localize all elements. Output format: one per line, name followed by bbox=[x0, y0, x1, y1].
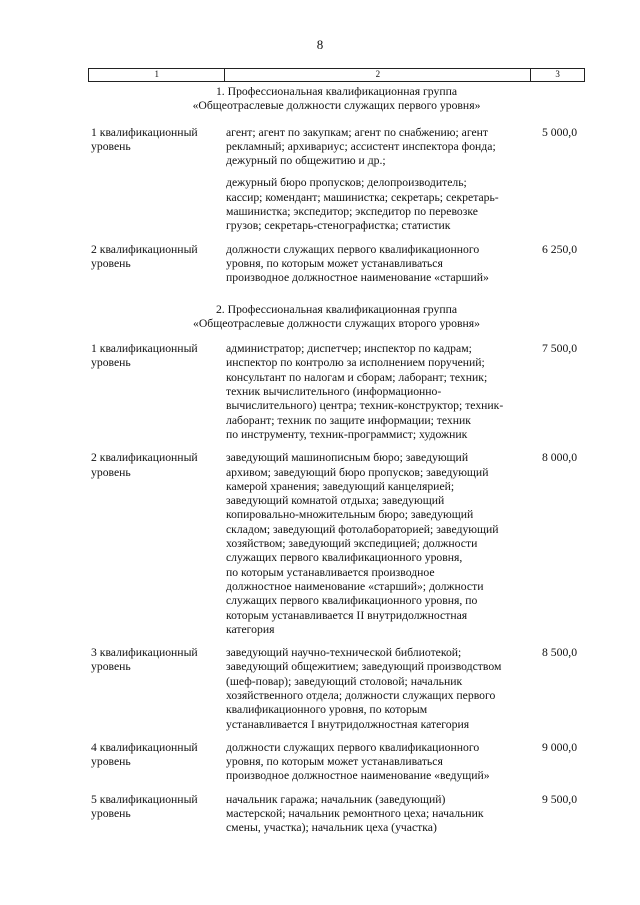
position-line: уровня, по которым может устанавливаться bbox=[226, 755, 443, 769]
column-number-1: 1 bbox=[89, 69, 225, 81]
position-line: заведующий машинописным бюро; заведующий bbox=[226, 451, 469, 465]
position-line: грузов; секретарь-стенографистка; статистик bbox=[226, 219, 451, 233]
group-title bbox=[88, 303, 585, 332]
salary-value: 7 500,0 bbox=[542, 342, 578, 356]
salary-value: 5 000,0 bbox=[542, 125, 578, 139]
level-line: 5 квалификационный bbox=[91, 792, 198, 806]
position-line: агент; агент по закупкам; агент по снабжению; агент bbox=[226, 125, 489, 139]
position-line: должности служащих первого квалификационного bbox=[226, 242, 480, 256]
level-line: уровень bbox=[91, 139, 131, 153]
position-line: складом; заведующий фотолабораторией; заведующий bbox=[226, 522, 499, 536]
salary-value: 8 000,0 bbox=[542, 451, 578, 465]
position-line: по инструменту, техник-программист; художник bbox=[226, 427, 468, 441]
table-row bbox=[88, 342, 585, 442]
level-line: 1 квалификационный bbox=[91, 125, 198, 139]
positions-list bbox=[224, 126, 542, 234]
positions-list bbox=[224, 646, 542, 732]
position-line: по которым устанавливается производное bbox=[226, 565, 435, 579]
position-line: служащих первого квалификационного уровня, по bbox=[226, 594, 478, 608]
position-line: хозяйством; заведующий экспедицией; должности bbox=[226, 537, 478, 551]
position-line: камерой хранения; заведующий канцелярией; bbox=[226, 479, 455, 493]
position-line: кассир; комендант; машинистка; секретарь; секретарь- bbox=[226, 190, 499, 204]
position-line: заведующий комнатой отдыха; заведующий bbox=[226, 494, 445, 508]
position-line: уровня, по которым может устанавливаться bbox=[226, 256, 443, 270]
position-line: категория bbox=[226, 622, 275, 636]
qualification-level bbox=[88, 793, 224, 836]
position-line: лаборант; техник по защите информации; техник bbox=[226, 413, 471, 427]
position-line: инспектор по контролю за исполнением поручений; bbox=[226, 356, 485, 370]
page-number: 8 bbox=[316, 37, 324, 52]
level-line: 2 квалификационный bbox=[91, 242, 198, 256]
position-line: которым устанавливается II внутридолжностная bbox=[226, 608, 468, 622]
salary-value: 8 500,0 bbox=[542, 646, 578, 660]
level-line: 4 квалификационный bbox=[91, 740, 198, 754]
position-line: заведующий научно-технической библиотекой; bbox=[226, 646, 462, 660]
table-row bbox=[88, 243, 585, 286]
level-line: 1 квалификационный bbox=[91, 342, 198, 356]
salary-value: 9 500,0 bbox=[542, 792, 578, 806]
level-line: уровень bbox=[91, 256, 131, 270]
positions-list bbox=[224, 741, 542, 784]
position-line: должностное наименование «старший»; должности bbox=[226, 579, 484, 593]
qualification-level bbox=[88, 451, 224, 637]
level-line: уровень bbox=[91, 807, 131, 821]
level-line: уровень bbox=[91, 356, 131, 370]
position-line: дежурный по общежитию и др.; bbox=[226, 154, 386, 168]
positions-list bbox=[224, 451, 542, 637]
position-line: машинистка; экспедитор; экспедитор по перевозке bbox=[226, 205, 478, 219]
position-line: консультант по налогам и сборам; лаборант; техник; bbox=[226, 370, 488, 384]
position-line: хозяйственного отдела; должности служащих первого bbox=[226, 688, 496, 702]
level-line: уровень bbox=[91, 660, 131, 674]
position-line: смены, участка); начальник цеха (участка) bbox=[226, 821, 437, 835]
positions-list bbox=[224, 243, 542, 286]
position-line: квалификационного уровня, по которым bbox=[226, 703, 428, 717]
position-line: (шеф-повар); заведующий столовой; начальник bbox=[226, 674, 463, 688]
qualification-level bbox=[88, 243, 224, 286]
table-header-row bbox=[88, 68, 585, 82]
position-line: администратор; диспетчер; инспектор по кадрам; bbox=[226, 342, 472, 356]
level-line: 2 квалификационный bbox=[91, 451, 198, 465]
group-title-line: «Общеотраслевые должности служащих первого уровня» bbox=[192, 99, 481, 113]
qualification-level bbox=[88, 126, 224, 234]
position-line: устанавливается I внутридолжностная категория bbox=[226, 717, 470, 731]
position-line: мастерской; начальник ремонтного цеха; начальник bbox=[226, 807, 484, 821]
level-line: уровень bbox=[91, 465, 131, 479]
positions-list bbox=[224, 342, 542, 442]
qualification-level bbox=[88, 741, 224, 784]
salary-table bbox=[88, 68, 585, 836]
table-row bbox=[88, 126, 585, 234]
position-line: служащих первого квалификационного уровня, bbox=[226, 551, 463, 565]
position-line: рекламный; архивариус; ассистент инспектора фонда; bbox=[226, 139, 496, 153]
position-line: дежурный бюро пропусков; делопроизводитель; bbox=[226, 176, 467, 190]
position-line: копировально-множительным бюро; заведующий bbox=[226, 508, 474, 522]
table-row bbox=[88, 646, 585, 732]
table-row bbox=[88, 741, 585, 784]
positions-list bbox=[224, 793, 542, 836]
position-line: заведующий общежитием; заведующий производством bbox=[226, 660, 502, 674]
position-line: вычислительного) центра; техник-конструктор; техник- bbox=[226, 399, 504, 413]
column-number-2: 2 bbox=[225, 69, 531, 81]
position-line: должности служащих первого квалификационного bbox=[226, 740, 480, 754]
group-title bbox=[88, 85, 585, 114]
table-row bbox=[88, 793, 585, 836]
qualification-level bbox=[88, 342, 224, 442]
level-line: уровень bbox=[91, 755, 131, 769]
position-line: архивом; заведующий бюро пропусков; заведующий bbox=[226, 465, 489, 479]
position-line: производное должностное наименование «старший» bbox=[226, 271, 489, 285]
qualification-level bbox=[88, 646, 224, 732]
salary-value: 6 250,0 bbox=[542, 242, 578, 256]
group-title-line: 2. Профессиональная квалификационная группа bbox=[215, 302, 458, 316]
position-line: техник вычислительного (информационно- bbox=[226, 385, 442, 399]
salary-value: 9 000,0 bbox=[542, 740, 578, 754]
column-number-3: 3 bbox=[555, 69, 560, 79]
group-title-line: 1. Профессиональная квалификационная группа bbox=[215, 85, 458, 98]
table-row bbox=[88, 451, 585, 637]
position-line: производное должностное наименование «ведущий» bbox=[226, 769, 490, 783]
position-line: начальник гаража; начальник (заведующий) bbox=[226, 792, 446, 806]
level-line: 3 квалификационный bbox=[91, 646, 198, 660]
group-title-line: «Общеотраслевые должности служащих второго уровня» bbox=[193, 316, 480, 330]
